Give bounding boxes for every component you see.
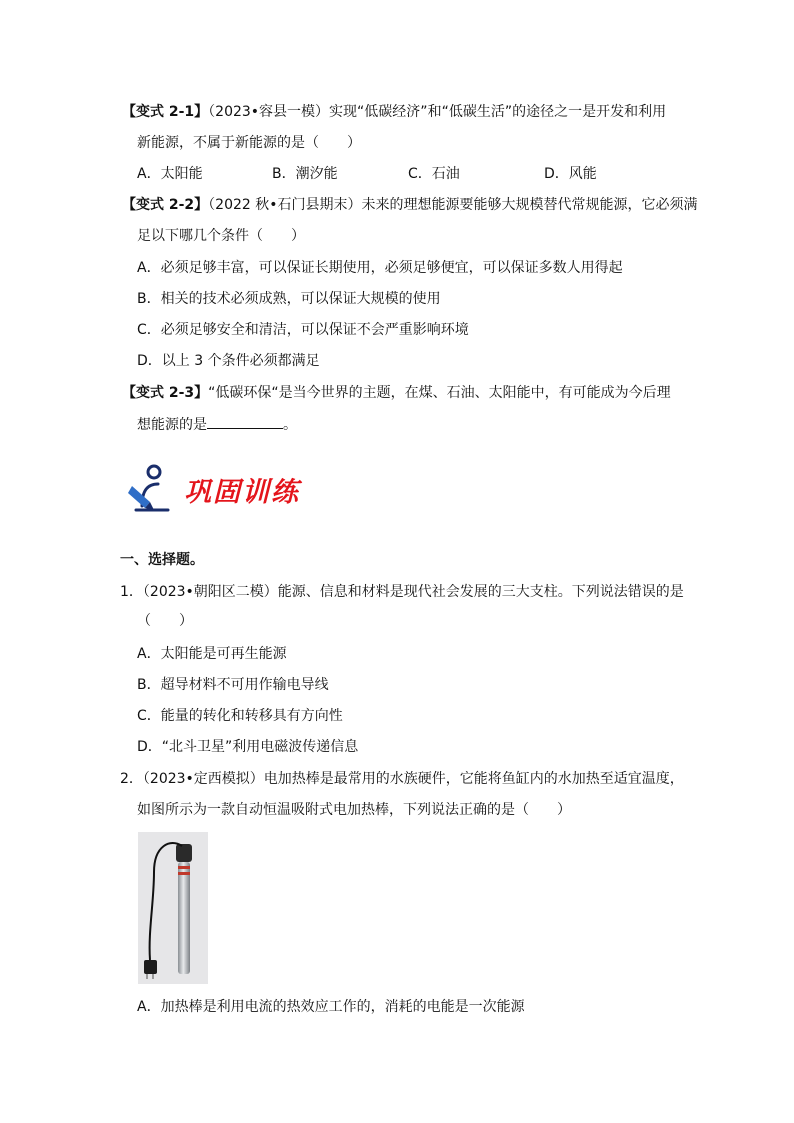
question-tag: 【变式 2-1】	[122, 104, 209, 120]
question-tag: 【变式 2-3】	[122, 385, 209, 401]
option-c: C．必须足够安全和清洁，可以保证不会严重影响环境	[137, 322, 469, 338]
heater-rod-icon	[138, 832, 208, 984]
option-b: B．相关的技术必须成熟，可以保证大规模的使用	[137, 291, 441, 307]
option-b: B．潮汐能	[272, 166, 338, 182]
question-1-line2: （ ）	[137, 613, 193, 629]
question-2-line2: 如图所示为一款自动恒温吸附式电加热棒，下列说法正确的是（ ）	[137, 802, 571, 818]
question-text: “低碳环保“是当今世界的主题，在煤、石油、太阳能中，有可能成为今后理	[208, 385, 671, 401]
question-2-line1: 2．（2023•定西模拟）电加热棒是最常用的水族硬件，它能将鱼缸内的水加热至适宜温度，	[120, 771, 684, 787]
question-v22-line1	[122, 195, 698, 215]
option-d: D．风能	[544, 166, 597, 182]
person-writing-icon	[128, 462, 184, 514]
heater-image	[138, 832, 208, 984]
question-v23-line2	[137, 414, 297, 435]
answer-blank[interactable]	[207, 414, 283, 429]
question-v21-options	[0, 164, 794, 184]
section-title: 一、选择题。	[120, 552, 204, 568]
option-c: C．能量的转化和转移具有方向性	[137, 708, 343, 724]
question-text: （2023•容县一模）实现“低碳经济”和“低碳生活”的途径之一是开发和利用	[208, 104, 667, 120]
question-text: 想能源的是	[137, 417, 207, 433]
question-v22-line2: 足以下哪几个条件（ ）	[137, 228, 305, 244]
option-a: A．必须足够丰富，可以保证长期使用，必须足够便宜，可以保证多数人用得起	[137, 260, 623, 276]
question-1-line1: 1．（2023•朝阳区二模）能源、信息和材料是现代社会发展的三大支柱。下列说法错误的是	[120, 584, 684, 600]
option-c: C．石油	[408, 166, 460, 182]
question-text: （2022 秋•石门县期末）未来的理想能源要能够大规模替代常规能源，它必须满	[208, 197, 698, 213]
banner-title: 巩固训练	[184, 477, 300, 508]
option-b: B．超导材料不可用作输电导线	[137, 677, 329, 693]
question-v21-line2: 新能源，不属于新能源的是（ ）	[137, 135, 361, 151]
question-v23-line1	[122, 383, 671, 403]
option-a: A．加热棒是利用电流的热效应工作的，消耗的电能是一次能源	[137, 999, 525, 1015]
question-text-end: 。	[283, 417, 297, 433]
option-d: D．“北斗卫星”利用电磁波传递信息	[137, 739, 359, 755]
section-banner	[128, 462, 328, 514]
option-a: A．太阳能	[137, 166, 203, 182]
option-d: D．以上 3 个条件必须都满足	[137, 353, 320, 369]
option-a: A．太阳能是可再生能源	[137, 646, 287, 662]
question-v21-line1	[122, 102, 666, 122]
question-tag: 【变式 2-2】	[122, 197, 209, 213]
